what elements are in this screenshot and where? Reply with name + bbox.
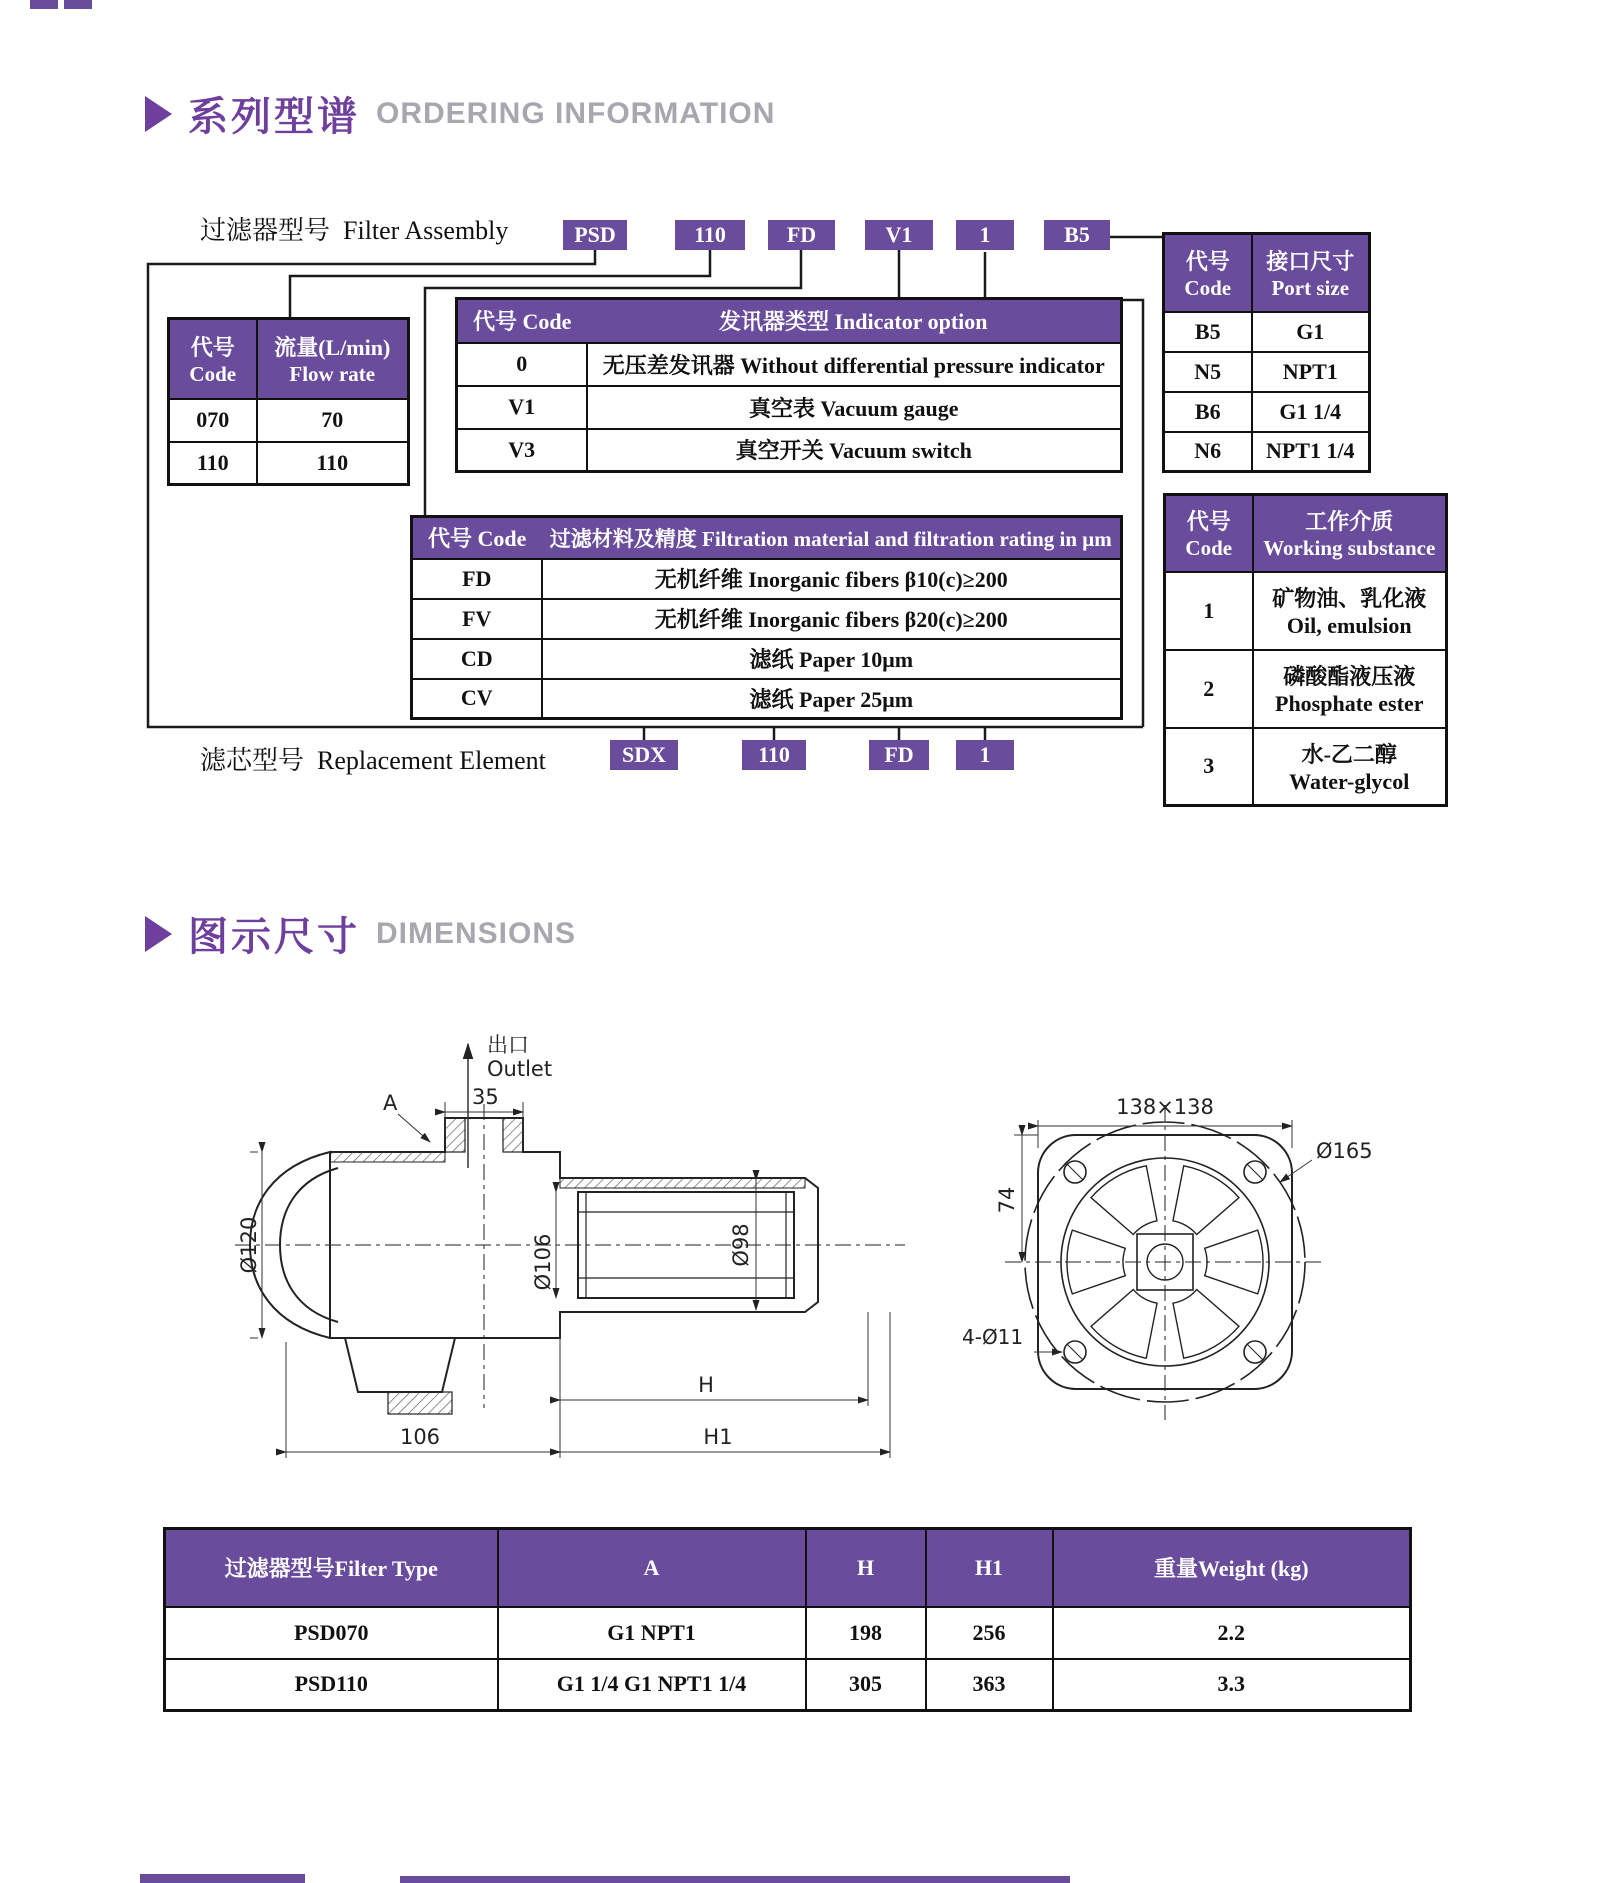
section-title-zh: 系列型谱 xyxy=(188,95,360,139)
page-edge-mark xyxy=(30,0,58,9)
filtration-material-table xyxy=(410,515,1123,720)
spec-filter-type: PSD110 xyxy=(165,1659,498,1711)
spec-weight: 2.2 xyxy=(1053,1607,1411,1659)
table-row xyxy=(1164,352,1370,392)
assembly-code-v1: V1 xyxy=(865,220,933,250)
outlet-label-zh: 出口 xyxy=(487,1033,529,1057)
assembly-code-b5: B5 xyxy=(1044,220,1110,250)
spec-table xyxy=(163,1527,1412,1712)
replacement-element-label-zh: 滤芯型号 xyxy=(200,746,305,775)
port-size: NPT1 1/4 xyxy=(1252,432,1370,472)
table-row xyxy=(165,1659,1411,1711)
substance-code: 3 xyxy=(1165,728,1253,806)
spec-header-weight: 重量Weight (kg) xyxy=(1053,1529,1411,1607)
table-row xyxy=(1165,728,1447,806)
section-title-en: ORDERING INFORMATION xyxy=(376,96,776,130)
side-view-labels xyxy=(237,1033,753,1449)
table-row xyxy=(412,599,1122,639)
section-marker-icon xyxy=(145,96,172,132)
dim-4d11-label: 4-Ø11 xyxy=(962,1325,1024,1349)
outlet-label-en: Outlet xyxy=(487,1057,553,1081)
side-view-drawing xyxy=(235,1104,905,1414)
dimension-drawings xyxy=(150,980,1460,1480)
dim-a-label: A xyxy=(383,1091,398,1115)
spec-weight: 3.3 xyxy=(1053,1659,1411,1711)
flow-col-rate-header: 流量(L/min) Flow rate xyxy=(257,319,409,399)
indicator-code: V3 xyxy=(457,429,587,472)
element-code-1: 1 xyxy=(956,740,1014,770)
filtration-desc-header: 过滤材料及精度 Filtration material and filtration rating in μm xyxy=(542,517,1122,559)
indicator-desc: 无压差发讯器 Without differential pressure indicator xyxy=(587,343,1122,386)
front-view-dimensions xyxy=(1014,1120,1312,1352)
footer-bar xyxy=(400,1876,1070,1883)
table-row xyxy=(457,429,1122,472)
page-edge-mark xyxy=(64,0,92,9)
element-code-fd: FD xyxy=(869,740,929,770)
port-size: G1 1/4 xyxy=(1252,392,1370,432)
section-title-en: DIMENSIONS xyxy=(376,916,577,950)
spec-a: G1 NPT1 xyxy=(498,1607,806,1659)
assembly-code-psd: PSD xyxy=(563,220,627,250)
dim-74-label: 74 xyxy=(995,1186,1019,1214)
spec-header-h1: H1 xyxy=(926,1529,1053,1607)
section-ordering-header xyxy=(145,85,775,142)
substance-code: 1 xyxy=(1165,572,1253,650)
indicator-option-table xyxy=(455,297,1123,473)
spec-header-filter-type: 过滤器型号Filter Type xyxy=(165,1529,498,1607)
spec-h: 305 xyxy=(806,1659,926,1711)
element-code-sdx: SDX xyxy=(610,740,678,770)
indicator-type-header: 发讯器类型 Indicator option xyxy=(587,299,1122,343)
flow-value: 70 xyxy=(257,399,409,442)
substance-desc: 矿物油、乳化液 Oil, emulsion xyxy=(1253,572,1447,650)
filtration-code: CV xyxy=(412,679,542,719)
spec-header-a: A xyxy=(498,1529,806,1607)
flow-value: 110 xyxy=(257,442,409,485)
spec-filter-type: PSD070 xyxy=(165,1607,498,1659)
section-marker-icon xyxy=(145,916,172,952)
footer-mark xyxy=(140,1874,305,1883)
dim-h1-label: H1 xyxy=(703,1425,733,1449)
assembly-code-110: 110 xyxy=(675,220,745,250)
working-substance-table xyxy=(1163,493,1448,807)
dim-d98-label: Ø98 xyxy=(729,1223,753,1267)
spec-header-h: H xyxy=(806,1529,926,1607)
port-size-header: 接口尺寸 Port size xyxy=(1252,234,1370,312)
filter-assembly-label-zh: 过滤器型号 xyxy=(200,216,331,245)
substance-header: 工作介质 Working substance xyxy=(1253,495,1447,572)
flow-code: 110 xyxy=(169,442,257,485)
table-row xyxy=(1165,650,1447,728)
section-dimensions-header xyxy=(145,905,576,962)
table-row xyxy=(412,559,1122,599)
spec-h1: 363 xyxy=(926,1659,1053,1711)
port-size: G1 xyxy=(1252,312,1370,352)
port-code-header: 代号 Code xyxy=(1164,234,1252,312)
port-code: N6 xyxy=(1164,432,1252,472)
section-title-zh: 图示尺寸 xyxy=(188,915,360,959)
filtration-code: FD xyxy=(412,559,542,599)
table-row xyxy=(169,442,409,485)
table-row xyxy=(412,679,1122,719)
substance-desc: 磷酸酯液压液 Phosphate ester xyxy=(1253,650,1447,728)
spec-h: 198 xyxy=(806,1607,926,1659)
filtration-desc: 滤纸 Paper 25μm xyxy=(542,679,1122,719)
dim-138x138-label: 138×138 xyxy=(1116,1095,1214,1119)
flow-rate-table xyxy=(167,317,410,486)
assembly-code-fd: FD xyxy=(768,220,835,250)
port-size-table xyxy=(1162,232,1371,473)
filtration-desc: 无机纤维 Inorganic fibers β20(c)≥200 xyxy=(542,599,1122,639)
substance-code-header: 代号 Code xyxy=(1165,495,1253,572)
dim-d165-label: Ø165 xyxy=(1316,1139,1373,1163)
table-row xyxy=(1164,312,1370,352)
indicator-desc: 真空开关 Vacuum switch xyxy=(587,429,1122,472)
indicator-code-header: 代号 Code xyxy=(457,299,587,343)
filtration-code-header: 代号 Code xyxy=(412,517,542,559)
table-row xyxy=(457,386,1122,429)
filtration-desc: 滤纸 Paper 10μm xyxy=(542,639,1122,679)
table-row xyxy=(169,399,409,442)
front-view-labels xyxy=(962,1095,1373,1349)
table-row xyxy=(165,1607,1411,1659)
port-code: B6 xyxy=(1164,392,1252,432)
indicator-desc: 真空表 Vacuum gauge xyxy=(587,386,1122,429)
filtration-desc: 无机纤维 Inorganic fibers β10(c)≥200 xyxy=(542,559,1122,599)
filter-assembly-label xyxy=(200,210,508,247)
table-row xyxy=(1164,392,1370,432)
port-code: N5 xyxy=(1164,352,1252,392)
filtration-code: FV xyxy=(412,599,542,639)
flow-col-code-header: 代号 Code xyxy=(169,319,257,399)
replacement-element-label-en: Replacement Element xyxy=(317,746,546,775)
front-view-drawing xyxy=(1005,1105,1325,1420)
dim-d120-label: Ø120 xyxy=(237,1216,261,1274)
table-row xyxy=(412,639,1122,679)
substance-code: 2 xyxy=(1165,650,1253,728)
dim-106-label: 106 xyxy=(399,1425,441,1449)
dim-d106-label: Ø106 xyxy=(531,1233,555,1291)
table-row xyxy=(1164,432,1370,472)
dim-h-label: H xyxy=(698,1373,714,1397)
indicator-code: 0 xyxy=(457,343,587,386)
filtration-code: CD xyxy=(412,639,542,679)
port-size: NPT1 xyxy=(1252,352,1370,392)
substance-desc: 水-乙二醇 Water-glycol xyxy=(1253,728,1447,806)
port-code: B5 xyxy=(1164,312,1252,352)
element-code-110: 110 xyxy=(742,740,806,770)
assembly-code-1: 1 xyxy=(956,220,1014,250)
filter-assembly-label-en: Filter Assembly xyxy=(343,216,509,245)
replacement-element-label xyxy=(200,740,546,777)
spec-a: G1 1/4 G1 NPT1 1/4 xyxy=(498,1659,806,1711)
flow-code: 070 xyxy=(169,399,257,442)
dim-35-label: 35 xyxy=(472,1085,499,1109)
table-row xyxy=(1165,572,1447,650)
spec-h1: 256 xyxy=(926,1607,1053,1659)
table-row xyxy=(457,343,1122,386)
indicator-code: V1 xyxy=(457,386,587,429)
